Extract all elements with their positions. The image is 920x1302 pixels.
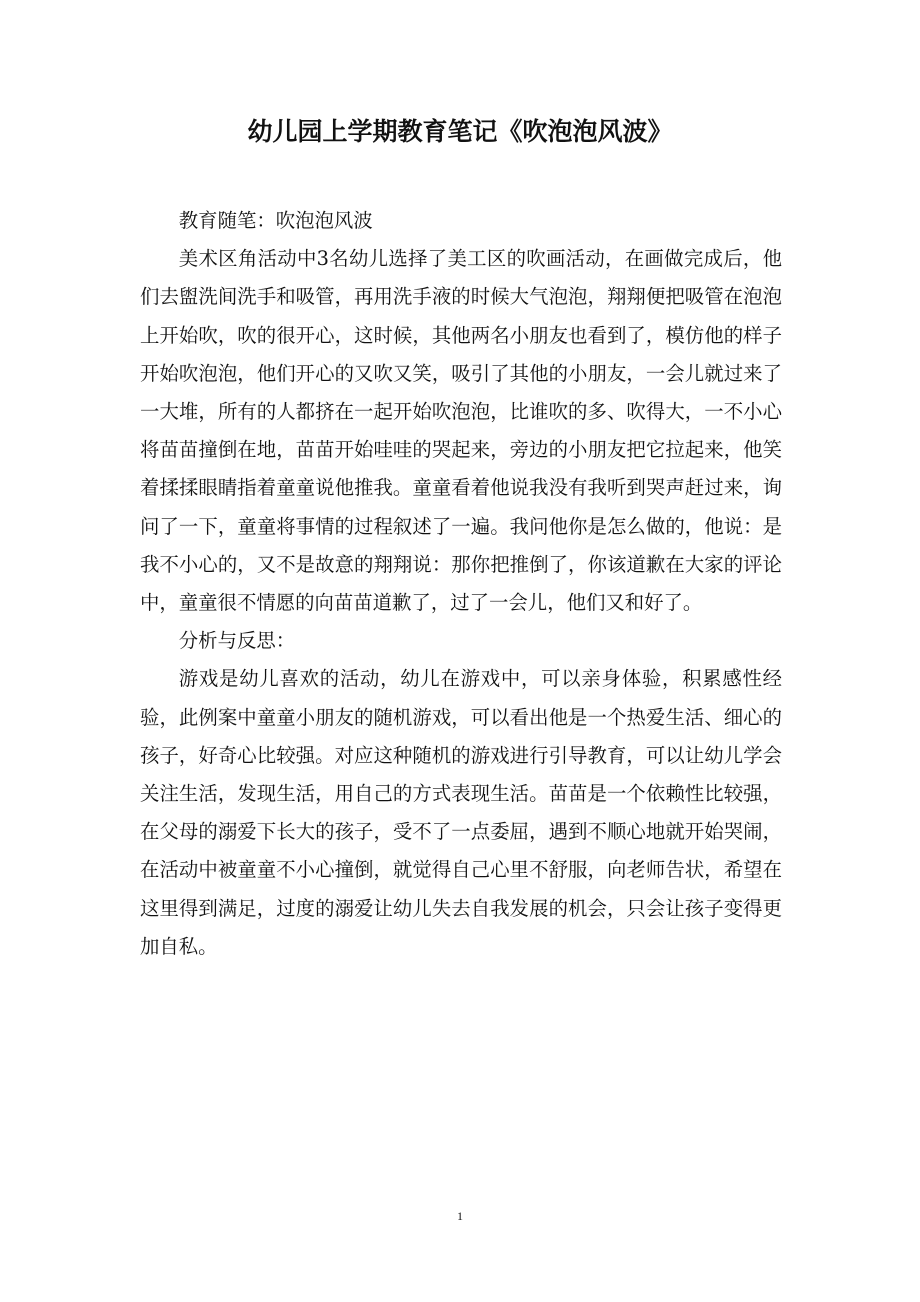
paragraph-story: 美术区角活动中3名幼儿选择了美工区的吹画活动，在画做完成后，他们去盥洗间洗手和吸管，再用洗手液的时候大气泡泡，翔翔便把吸管在泡泡上开始吹，吹的很开心，这时候，其他两名小朋友也看到了，模仿他的样子开始吹泡泡，他们开心的又吹又笑，吸引了其他的小朋友，一会儿就过来了一大堆，所有的人都挤在一起开始吹泡泡，比谁吹的多、吹得大，一不小心将苗苗撞倒在地，苗苗开始哇哇的哭起来，旁边的小朋友把它拉起来，他笑着揉揉眼睛指着童童说他推我。童童看着他说我没有我听到哭声赶过来，询问了一下，童童将事情的过程叙述了一遍。我问他你是怎么做的，他说：是我不小心的，又不是故意的翔翔说：那你把推倒了，你该道歉在大家的评论中，童童很不情愿的向苗苗道歉了，过了一会儿，他们又和好了。 [140,247,782,615]
paragraph-analysis: 游戏是幼儿喜欢的活动，幼儿在游戏中，可以亲身体验，积累感性经验，此例案中童童小朋友的随机游戏，可以看出他是一个热爱生活、细心的孩子，好奇心比较强。对应这种随机的游戏进行引导教育，可以让幼儿学会关注生活，发现生活，用自己的方式表现生活。苗苗是一个依赖性比较强，在父母的溺爱下长大的孩子，受不了一点委屈，遇到不顺心地就开始哭闹，在活动中被童童不小心撞倒，就觉得自己心里不舒服，向老师告状，希望在这里得到满足，过度的溺爱让幼儿失去自我发展的机会，只会让孩子变得更加自私。 [140,667,782,958]
paragraph-subtitle: 教育随笔：吹泡泡风波 [178,209,373,232]
paragraph-analysis-heading: 分析与反思： [178,629,296,653]
document-body [140,202,782,966]
page-number: 1 [457,1209,463,1223]
document-title: 幼儿园上学期教育笔记《吹泡泡风波》 [247,117,673,146]
